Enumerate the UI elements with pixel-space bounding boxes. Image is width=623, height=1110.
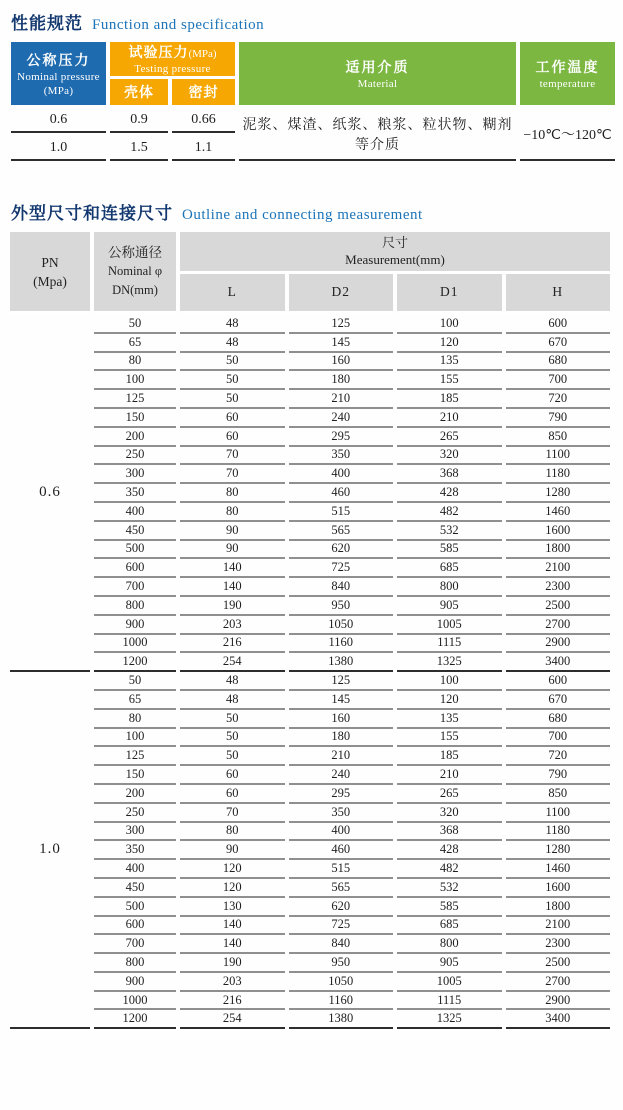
dim-cell: 350 <box>289 447 394 466</box>
dimension-table <box>6 232 614 1029</box>
dn-cell: 100 <box>94 729 176 748</box>
dn-cell: 400 <box>94 860 176 879</box>
dn-cell: 300 <box>94 465 176 484</box>
dim-cell: 905 <box>397 954 502 973</box>
dim-cell: 120 <box>397 691 502 710</box>
nominal-pressure-unit: (MPa) <box>43 84 74 97</box>
col-header-d2: D2 <box>289 274 394 316</box>
dim-cell: 532 <box>397 879 502 898</box>
dim-row <box>10 879 610 898</box>
dn-cell: 300 <box>94 823 176 842</box>
dim-cell: 48 <box>180 672 285 691</box>
dn-cell: 400 <box>94 503 176 522</box>
dim-cell: 1325 <box>397 1010 502 1029</box>
dim-cell: 210 <box>397 409 502 428</box>
seal-value-1: 0.66 <box>172 108 235 133</box>
dim-cell: 1005 <box>397 616 502 635</box>
dim-cell: 350 <box>289 804 394 823</box>
dim-cell: 140 <box>180 578 285 597</box>
dn-cell: 1000 <box>94 635 176 654</box>
dim-cell: 2700 <box>506 616 611 635</box>
dim-cell: 2900 <box>506 635 611 654</box>
dim-cell: 1280 <box>506 841 611 860</box>
dim-cell: 125 <box>289 672 394 691</box>
dim-row <box>10 522 610 541</box>
dim-cell: 50 <box>180 371 285 390</box>
pn-header-line1: PN <box>41 254 59 270</box>
seal-header <box>172 79 235 105</box>
dim-cell: 203 <box>180 973 285 992</box>
dn-cell: 80 <box>94 353 176 372</box>
dim-cell: 680 <box>506 710 611 729</box>
dim-cell: 850 <box>506 785 611 804</box>
temperature-value: −10℃～120℃ <box>520 108 615 161</box>
dim-cell: 120 <box>180 860 285 879</box>
dim-row <box>10 747 610 766</box>
dim-cell: 950 <box>289 597 394 616</box>
dim-cell: 295 <box>289 785 394 804</box>
dim-cell: 50 <box>180 747 285 766</box>
dim-cell: 620 <box>289 541 394 560</box>
dim-cell: 685 <box>397 917 502 936</box>
dim-row <box>10 935 610 954</box>
dim-cell: 135 <box>397 710 502 729</box>
dim-cell: 320 <box>397 447 502 466</box>
dim-cell: 80 <box>180 823 285 842</box>
dn-cell: 150 <box>94 766 176 785</box>
dim-cell: 725 <box>289 559 394 578</box>
dim-cell: 80 <box>180 503 285 522</box>
dim-cell: 265 <box>397 785 502 804</box>
dim-cell: 48 <box>180 315 285 334</box>
nominal-pressure-zh: 公称压力 <box>26 53 91 69</box>
dim-cell: 1100 <box>506 447 611 466</box>
dim-cell: 145 <box>289 334 394 353</box>
dn-cell: 50 <box>94 315 176 334</box>
dim-cell: 1180 <box>506 823 611 842</box>
dn-cell: 600 <box>94 917 176 936</box>
dim-cell: 950 <box>289 954 394 973</box>
measurement-header <box>180 232 610 274</box>
dim-cell: 850 <box>506 428 611 447</box>
measurement-en: Measurement(mm) <box>345 252 445 268</box>
seal-label: 密封 <box>188 86 219 101</box>
material-en: Material <box>357 77 398 90</box>
dim-row <box>10 954 610 973</box>
dim-cell: 100 <box>397 672 502 691</box>
dn-header-en2: DN(mm) <box>112 283 158 297</box>
dim-row <box>10 465 610 484</box>
dim-row <box>10 409 610 428</box>
dim-cell: 2100 <box>506 559 611 578</box>
measurement-zh: 尺寸 <box>381 235 408 251</box>
dim-cell: 160 <box>289 710 394 729</box>
dim-row <box>10 804 610 823</box>
dim-cell: 50 <box>180 390 285 409</box>
dim-cell: 50 <box>180 710 285 729</box>
section-title-dim-en: Outline and connecting measurement <box>182 207 423 223</box>
dn-cell: 700 <box>94 578 176 597</box>
dim-cell: 1050 <box>289 973 394 992</box>
dim-cell: 70 <box>180 804 285 823</box>
dim-row <box>10 841 610 860</box>
dim-cell: 3400 <box>506 1010 611 1029</box>
dim-cell: 670 <box>506 334 611 353</box>
dn-cell: 150 <box>94 409 176 428</box>
dim-row <box>10 1010 610 1029</box>
dim-table-body <box>10 315 610 1029</box>
dim-row <box>10 691 610 710</box>
dim-cell: 725 <box>289 917 394 936</box>
dim-cell: 2900 <box>506 992 611 1011</box>
dim-cell: 265 <box>397 428 502 447</box>
dim-cell: 515 <box>289 503 394 522</box>
dim-cell: 1115 <box>397 992 502 1011</box>
dim-cell: 428 <box>397 484 502 503</box>
nominal-value-2: 1.0 <box>11 136 106 161</box>
dim-cell: 790 <box>506 766 611 785</box>
shell-value-1: 0.9 <box>110 108 168 133</box>
dim-cell: 130 <box>180 898 285 917</box>
dim-cell: 295 <box>289 428 394 447</box>
col-header-h: H <box>506 274 611 316</box>
dim-cell: 1115 <box>397 635 502 654</box>
dim-cell: 190 <box>180 597 285 616</box>
dim-cell: 565 <box>289 879 394 898</box>
dim-cell: 1460 <box>506 503 611 522</box>
testing-pressure-unit: (MPa) <box>188 48 217 60</box>
dim-cell: 50 <box>180 353 285 372</box>
col-header-d1: D1 <box>397 274 502 316</box>
dim-cell: 180 <box>289 729 394 748</box>
dim-row <box>10 653 610 672</box>
dim-cell: 120 <box>397 334 502 353</box>
dim-cell: 2300 <box>506 578 611 597</box>
dn-cell: 800 <box>94 597 176 616</box>
pn-value-cell: 0.6 <box>10 315 90 672</box>
dim-cell: 1160 <box>289 992 394 1011</box>
dim-cell: 1460 <box>506 860 611 879</box>
dn-cell: 500 <box>94 898 176 917</box>
spec-header-row-1 <box>11 42 615 76</box>
dim-row <box>10 334 610 353</box>
dn-cell: 900 <box>94 616 176 635</box>
dim-cell: 2500 <box>506 954 611 973</box>
dim-cell: 400 <box>289 823 394 842</box>
dim-cell: 100 <box>397 315 502 334</box>
dim-cell: 48 <box>180 691 285 710</box>
dn-cell: 65 <box>94 334 176 353</box>
section-title-spec <box>11 14 615 35</box>
dim-cell: 800 <box>397 578 502 597</box>
dim-cell: 600 <box>506 672 611 691</box>
dim-cell: 80 <box>180 484 285 503</box>
dim-cell: 60 <box>180 409 285 428</box>
spec-table <box>7 39 619 164</box>
dim-cell: 60 <box>180 785 285 804</box>
dim-cell: 685 <box>397 559 502 578</box>
temperature-en: temperature <box>539 77 596 90</box>
dim-row <box>10 616 610 635</box>
dn-cell: 250 <box>94 804 176 823</box>
dim-cell: 460 <box>289 484 394 503</box>
dim-cell: 720 <box>506 390 611 409</box>
dn-header-zh: 公称通径 <box>108 245 162 260</box>
dn-cell: 450 <box>94 879 176 898</box>
dim-cell: 135 <box>397 353 502 372</box>
dn-cell: 200 <box>94 785 176 804</box>
dim-cell: 720 <box>506 747 611 766</box>
dim-row <box>10 860 610 879</box>
dim-cell: 210 <box>289 390 394 409</box>
dim-cell: 185 <box>397 390 502 409</box>
dim-cell: 140 <box>180 917 285 936</box>
dim-row <box>10 447 610 466</box>
dim-row <box>10 635 610 654</box>
pn-header <box>10 232 90 315</box>
testing-pressure-header <box>110 42 235 76</box>
dn-cell: 80 <box>94 710 176 729</box>
material-zh: 适用介质 <box>345 60 410 76</box>
dim-cell: 368 <box>397 823 502 842</box>
seal-value-2: 1.1 <box>172 136 235 161</box>
dim-row <box>10 973 610 992</box>
dim-cell: 620 <box>289 898 394 917</box>
dim-cell: 140 <box>180 559 285 578</box>
dn-cell: 125 <box>94 390 176 409</box>
dim-row <box>10 371 610 390</box>
dim-cell: 60 <box>180 428 285 447</box>
dim-cell: 585 <box>397 541 502 560</box>
nominal-pressure-en: Nominal pressure <box>17 70 100 83</box>
dim-cell: 185 <box>397 747 502 766</box>
dim-cell: 1380 <box>289 653 394 672</box>
dn-cell: 250 <box>94 447 176 466</box>
dim-cell: 680 <box>506 353 611 372</box>
dim-cell: 1600 <box>506 879 611 898</box>
dim-cell: 1325 <box>397 653 502 672</box>
dim-cell: 368 <box>397 465 502 484</box>
section-title-dim <box>11 204 615 225</box>
dim-row <box>10 729 610 748</box>
pn-header-line2: (Mpa) <box>33 273 67 289</box>
dn-cell: 125 <box>94 747 176 766</box>
dim-cell: 125 <box>289 315 394 334</box>
dim-cell: 600 <box>506 315 611 334</box>
dim-cell: 482 <box>397 503 502 522</box>
temperature-zh: 工作温度 <box>535 60 600 76</box>
dim-cell: 790 <box>506 409 611 428</box>
dim-cell: 1180 <box>506 465 611 484</box>
dn-cell: 1200 <box>94 653 176 672</box>
dim-cell: 1160 <box>289 635 394 654</box>
dim-cell: 160 <box>289 353 394 372</box>
dim-cell: 155 <box>397 729 502 748</box>
temperature-header <box>520 42 615 105</box>
dn-cell: 200 <box>94 428 176 447</box>
dn-header-en1: Nominal φ <box>107 264 163 278</box>
material-value: 泥浆、煤渣、纸浆、粮浆、粒状物、糊剂等介质 <box>239 108 516 161</box>
dn-cell: 450 <box>94 522 176 541</box>
dim-row <box>10 823 610 842</box>
dim-row <box>10 766 610 785</box>
dim-cell: 190 <box>180 954 285 973</box>
dim-cell: 320 <box>397 804 502 823</box>
dim-row <box>10 672 610 691</box>
dim-cell: 1380 <box>289 1010 394 1029</box>
dim-cell: 240 <box>289 766 394 785</box>
dim-cell: 840 <box>289 578 394 597</box>
nominal-value-1: 0.6 <box>11 108 106 133</box>
dim-row <box>10 484 610 503</box>
dim-row <box>10 428 610 447</box>
dn-cell: 700 <box>94 935 176 954</box>
dim-cell: 1050 <box>289 616 394 635</box>
dim-row <box>10 992 610 1011</box>
dim-cell: 145 <box>289 691 394 710</box>
dn-cell: 800 <box>94 954 176 973</box>
dim-cell: 90 <box>180 522 285 541</box>
dim-cell: 1600 <box>506 522 611 541</box>
dn-cell: 1200 <box>94 1010 176 1029</box>
dim-cell: 565 <box>289 522 394 541</box>
dim-row <box>10 785 610 804</box>
dim-cell: 70 <box>180 465 285 484</box>
dim-cell: 2700 <box>506 973 611 992</box>
dim-header-row-1 <box>10 232 610 274</box>
dim-row <box>10 597 610 616</box>
col-header-l: L <box>180 274 285 316</box>
shell-value-2: 1.5 <box>110 136 168 161</box>
section-title-dim-zh: 外型尺寸和连接尺寸 <box>11 204 173 223</box>
dim-cell: 48 <box>180 334 285 353</box>
dim-cell: 3400 <box>506 653 611 672</box>
dim-cell: 1800 <box>506 541 611 560</box>
testing-pressure-zh: 试验压力 <box>128 46 189 61</box>
dim-row <box>10 315 610 334</box>
dim-cell: 90 <box>180 541 285 560</box>
nominal-pressure-header <box>11 42 106 105</box>
dim-cell: 60 <box>180 766 285 785</box>
testing-pressure-en: Testing pressure <box>134 63 211 75</box>
dim-cell: 50 <box>180 729 285 748</box>
shell-label: 壳体 <box>124 86 154 101</box>
shell-header <box>110 79 168 105</box>
dim-cell: 254 <box>180 1010 285 1029</box>
dim-cell: 254 <box>180 653 285 672</box>
dim-cell: 670 <box>506 691 611 710</box>
dim-cell: 1800 <box>506 898 611 917</box>
dim-cell: 700 <box>506 729 611 748</box>
dim-cell: 140 <box>180 935 285 954</box>
dim-cell: 2300 <box>506 935 611 954</box>
dim-cell: 203 <box>180 616 285 635</box>
dn-cell: 100 <box>94 371 176 390</box>
dim-cell: 210 <box>397 766 502 785</box>
dim-row <box>10 559 610 578</box>
dim-cell: 460 <box>289 841 394 860</box>
dn-cell: 350 <box>94 484 176 503</box>
dim-cell: 216 <box>180 635 285 654</box>
dn-cell: 600 <box>94 559 176 578</box>
pn-value-cell: 1.0 <box>10 672 90 1029</box>
material-header <box>239 42 516 105</box>
dim-row <box>10 390 610 409</box>
dn-cell: 65 <box>94 691 176 710</box>
dim-row <box>10 917 610 936</box>
dim-cell: 240 <box>289 409 394 428</box>
dim-cell: 700 <box>506 371 611 390</box>
dim-cell: 482 <box>397 860 502 879</box>
dn-cell: 900 <box>94 973 176 992</box>
dim-row <box>10 898 610 917</box>
dim-cell: 400 <box>289 465 394 484</box>
dim-cell: 1280 <box>506 484 611 503</box>
dim-cell: 120 <box>180 879 285 898</box>
dim-cell: 155 <box>397 371 502 390</box>
dim-cell: 1005 <box>397 973 502 992</box>
dn-cell: 500 <box>94 541 176 560</box>
dim-cell: 428 <box>397 841 502 860</box>
dim-cell: 90 <box>180 841 285 860</box>
dim-row <box>10 710 610 729</box>
dim-cell: 1100 <box>506 804 611 823</box>
section-title-spec-en: Function and specification <box>92 17 265 33</box>
dim-cell: 70 <box>180 447 285 466</box>
dim-cell: 515 <box>289 860 394 879</box>
dim-cell: 216 <box>180 992 285 1011</box>
dim-cell: 905 <box>397 597 502 616</box>
dn-header <box>94 232 176 315</box>
dim-cell: 800 <box>397 935 502 954</box>
dn-cell: 50 <box>94 672 176 691</box>
dim-row <box>10 541 610 560</box>
dim-cell: 2500 <box>506 597 611 616</box>
dim-row <box>10 353 610 372</box>
dim-row <box>10 503 610 522</box>
dim-cell: 532 <box>397 522 502 541</box>
dim-cell: 840 <box>289 935 394 954</box>
dim-cell: 210 <box>289 747 394 766</box>
dn-cell: 350 <box>94 841 176 860</box>
dn-cell: 1000 <box>94 992 176 1011</box>
dim-cell: 2100 <box>506 917 611 936</box>
dim-cell: 585 <box>397 898 502 917</box>
dim-row <box>10 578 610 597</box>
spec-data-row-1 <box>11 108 615 133</box>
dim-cell: 180 <box>289 371 394 390</box>
section-title-spec-zh: 性能规范 <box>11 14 83 33</box>
